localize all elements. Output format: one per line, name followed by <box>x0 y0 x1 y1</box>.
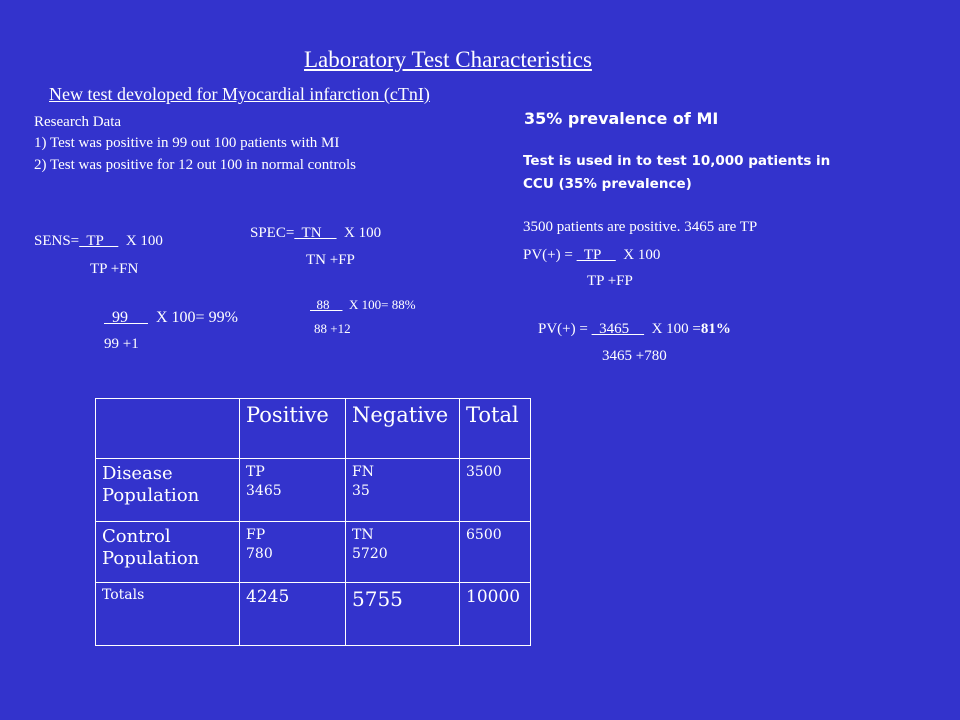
pv2-denominator: 3465 +780 <box>602 348 667 364</box>
cell-code: FN <box>352 464 374 480</box>
table-totals-row <box>96 583 531 646</box>
spec-calc-times: X 100= 88% <box>349 297 416 312</box>
pv2-result: 81% <box>700 321 731 337</box>
totals-label: Totals <box>96 583 240 646</box>
page-title: Laboratory Test Characteristics <box>304 47 592 72</box>
research-line-2: 2) Test was positive for 12 out 100 in normal controls <box>34 157 356 173</box>
pv-denominator: TP +FP <box>587 273 633 289</box>
pv2-label: PV(+) = <box>538 321 592 337</box>
row-label-line-2: Population <box>102 548 200 569</box>
table-row <box>96 522 531 583</box>
cell-code: FP <box>246 527 266 543</box>
spec-denominator: TN +FP <box>306 252 355 268</box>
table-corner-cell <box>96 399 240 459</box>
pv-times: X 100 <box>623 247 661 263</box>
cell-tn <box>346 522 460 583</box>
table-header-row <box>96 399 531 459</box>
sens-formula <box>34 233 163 250</box>
row-label-line-2: Population <box>102 485 200 506</box>
spec-numerator: TN <box>294 225 337 241</box>
pv-formula <box>523 247 660 264</box>
pv2-times: X 100 = <box>651 321 701 337</box>
cell-value: 3465 <box>246 483 282 499</box>
subtitle: New test devoloped for Myocardial infarction (cTnI) <box>49 84 430 104</box>
row-label-line-1: Control <box>102 526 171 547</box>
cell-disease-total: 3500 <box>460 459 531 522</box>
positive-count: 3500 patients are positive. 3465 are TP <box>523 219 758 235</box>
cell-fp <box>240 522 346 583</box>
pv-label: PV(+) = <box>523 247 577 263</box>
sens-denominator: TP +FN <box>90 261 139 277</box>
sens-calc <box>104 309 238 327</box>
research-line-1: 1) Test was positive in 99 out 100 patients with MI <box>34 135 340 151</box>
table-row <box>96 459 531 522</box>
header-negative: Negative <box>346 399 460 459</box>
cell-value: 35 <box>352 483 370 499</box>
spec-calc <box>310 297 416 313</box>
usage-line-1: Test is used in to test 10,000 patients in <box>523 153 831 169</box>
spec-calc-numerator: 88 <box>310 297 343 312</box>
sens-times: X 100 <box>125 233 163 249</box>
research-heading: Research Data <box>34 114 122 130</box>
row-label-disease <box>96 459 240 522</box>
header-positive: Positive <box>240 399 346 459</box>
sens-calc-numerator: 99 <box>104 309 148 326</box>
total-negative: 5755 <box>346 583 460 646</box>
row-label-line-1: Disease <box>102 463 173 484</box>
row-label-control <box>96 522 240 583</box>
spec-calc-denominator: 88 +12 <box>314 321 351 336</box>
contingency-table <box>95 398 531 646</box>
cell-code: TN <box>352 527 374 543</box>
pv2-numerator: 3465 <box>591 321 645 337</box>
usage-line-2: CCU (35% prevalence) <box>523 176 692 192</box>
cell-code: TP <box>246 464 265 480</box>
spec-formula <box>250 225 381 242</box>
sens-calc-denominator: 99 +1 <box>104 336 139 352</box>
spec-times: X 100 <box>344 225 382 241</box>
cell-value: 780 <box>246 546 273 562</box>
sens-label: SENS= <box>34 233 80 249</box>
cell-control-total: 6500 <box>460 522 531 583</box>
cell-tp <box>240 459 346 522</box>
total-positive: 4245 <box>240 583 346 646</box>
prevalence-heading: 35% prevalence of MI <box>524 109 719 128</box>
header-total: Total <box>460 399 531 459</box>
sens-calc-times: X 100= 99% <box>156 309 238 326</box>
cell-fn <box>346 459 460 522</box>
pv-numerator: TP <box>576 247 616 263</box>
spec-label: SPEC= <box>250 225 295 241</box>
cell-value: 5720 <box>352 546 388 562</box>
grand-total: 10000 <box>460 583 531 646</box>
sens-numerator: TP <box>79 233 119 249</box>
pv2-formula <box>538 321 731 338</box>
